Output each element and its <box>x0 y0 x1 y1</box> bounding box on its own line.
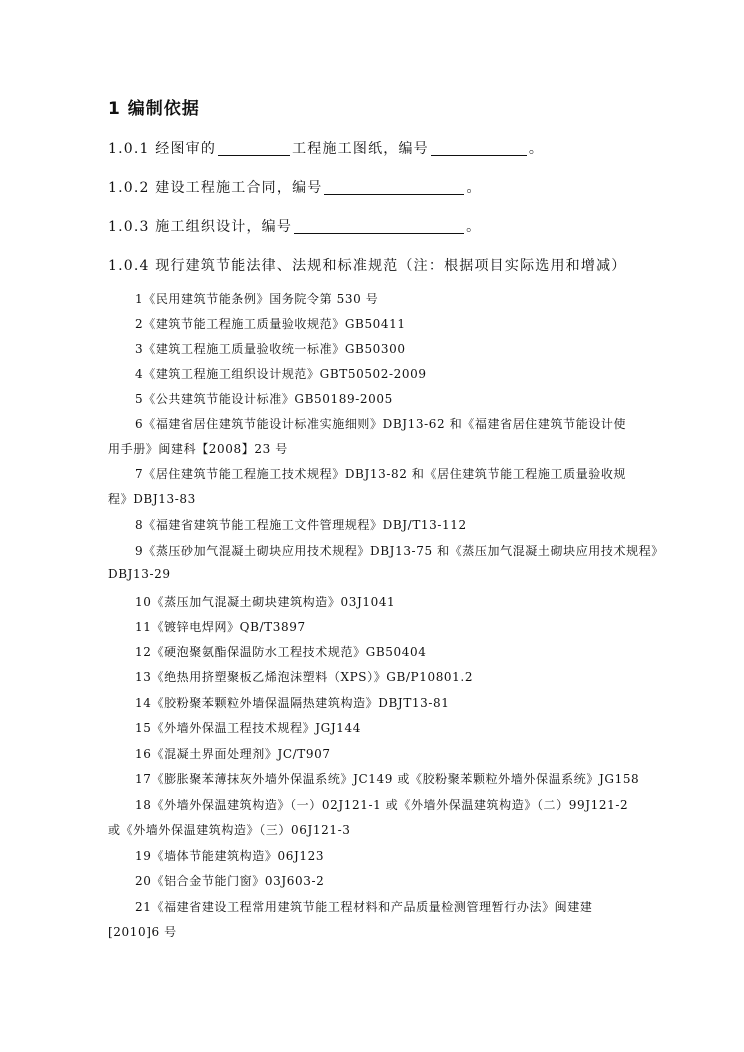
standard-item-9-cont: DBJ13-29 <box>108 567 171 581</box>
design-number-blank <box>294 219 464 234</box>
standard-item-6-cont: 用手册》闽建科【2008】23 号 <box>108 442 288 456</box>
standard-item-4: 4《建筑工程施工组织设计规范》GBT50502-2009 <box>135 367 427 381</box>
clause-1-0-2-suffix: 。 <box>466 180 482 196</box>
clause-1-0-3-suffix: 。 <box>466 219 482 235</box>
clause-1-0-1-suffix: 。 <box>528 141 545 157</box>
standard-item-1: 1《民用建筑节能条例》国务院令第 530 号 <box>135 292 379 306</box>
clause-1-0-4: 1.0.4 现行建筑节能法律、法规和标准规范（注：根据项目实际选用和增减） <box>108 258 627 274</box>
standard-item-8: 8《福建省建筑节能工程施工文件管理规程》DBJ/T13-112 <box>135 518 467 532</box>
standard-item-5: 5《公共建筑节能设计标准》GB50189-2005 <box>135 392 393 406</box>
standard-item-9: 9《蒸压砂加气混凝土砌块应用技术规程》DBJ13-75 和《蒸压加气混凝土砌块应用技术规程》 <box>135 544 664 558</box>
standard-item-19: 19《墙体节能建筑构造》06J123 <box>135 849 325 863</box>
standard-item-11: 11《镀锌电焊网》QB/T3897 <box>135 620 306 634</box>
section-heading: 1 编制依据 <box>108 99 200 119</box>
clause-1-0-1-prefix: 1.0.1 经图审的 <box>108 141 217 157</box>
standard-item-21-cont: [2010]6 号 <box>108 925 177 939</box>
project-name-blank <box>218 141 290 156</box>
standard-item-10: 10《蒸压加气混凝土砌块建筑构造》03J1041 <box>135 595 396 609</box>
standard-item-6: 6《福建省居住建筑节能设计标准实施细则》DBJ13-62 和《福建省居住建筑节能设计使 <box>135 417 627 431</box>
drawing-number-blank <box>431 141 527 156</box>
standard-item-7: 7《居住建筑节能工程施工技术规程》DBJ13-82 和《居住建筑节能工程施工质量验收规 <box>135 467 627 481</box>
standard-item-18-cont: 或《外墙外保温建筑构造》（三）06J121-3 <box>108 823 351 837</box>
standard-item-18: 18《外墙外保温建筑构造》（一）02J121-1 或《外墙外保温建筑构造》（二）99J121-2 <box>135 798 629 812</box>
standard-item-2: 2《建筑节能工程施工质量验收规范》GB50411 <box>135 317 406 331</box>
standard-item-16: 16《混凝土界面处理剂》JC/T907 <box>135 747 331 761</box>
standard-item-13: 13《绝热用挤塑聚板乙烯泡沫塑料（XPS）》GB/P10801.2 <box>135 670 474 684</box>
standard-item-7-cont: 程》DBJ13-83 <box>108 492 196 506</box>
standard-item-21: 21《福建省建设工程常用建筑节能工程材料和产品质量检测管理暂行办法》闽建建 <box>135 900 593 914</box>
standard-item-3: 3《建筑工程施工质量验收统一标准》GB50300 <box>135 342 406 356</box>
clause-1-0-1-middle: 工程施工图纸，编号 <box>292 141 429 157</box>
standard-item-14: 14《胶粉聚苯颗粒外墙保温隔热建筑构造》DBJT13-81 <box>135 696 450 710</box>
standard-item-15: 15《外墙外保温工程技术规程》JGJ144 <box>135 721 361 735</box>
standard-item-17: 17《膨胀聚苯薄抹灰外墙外保温系统》JC149 或《胶粉聚苯颗粒外墙外保温系统》JG158 <box>135 772 640 786</box>
clause-1-0-2 <box>108 177 482 197</box>
clause-1-0-1 <box>108 138 544 158</box>
standard-item-20: 20《铝合金节能门窗》03J603-2 <box>135 874 325 888</box>
contract-number-blank <box>324 180 464 195</box>
clause-1-0-3-prefix: 1.0.3 施工组织设计，编号 <box>108 219 293 235</box>
standard-item-12: 12《硬泡聚氨酯保温防水工程技术规范》GB50404 <box>135 645 427 659</box>
clause-1-0-2-prefix: 1.0.2 建设工程施工合同，编号 <box>108 180 323 196</box>
clause-1-0-3 <box>108 216 481 236</box>
